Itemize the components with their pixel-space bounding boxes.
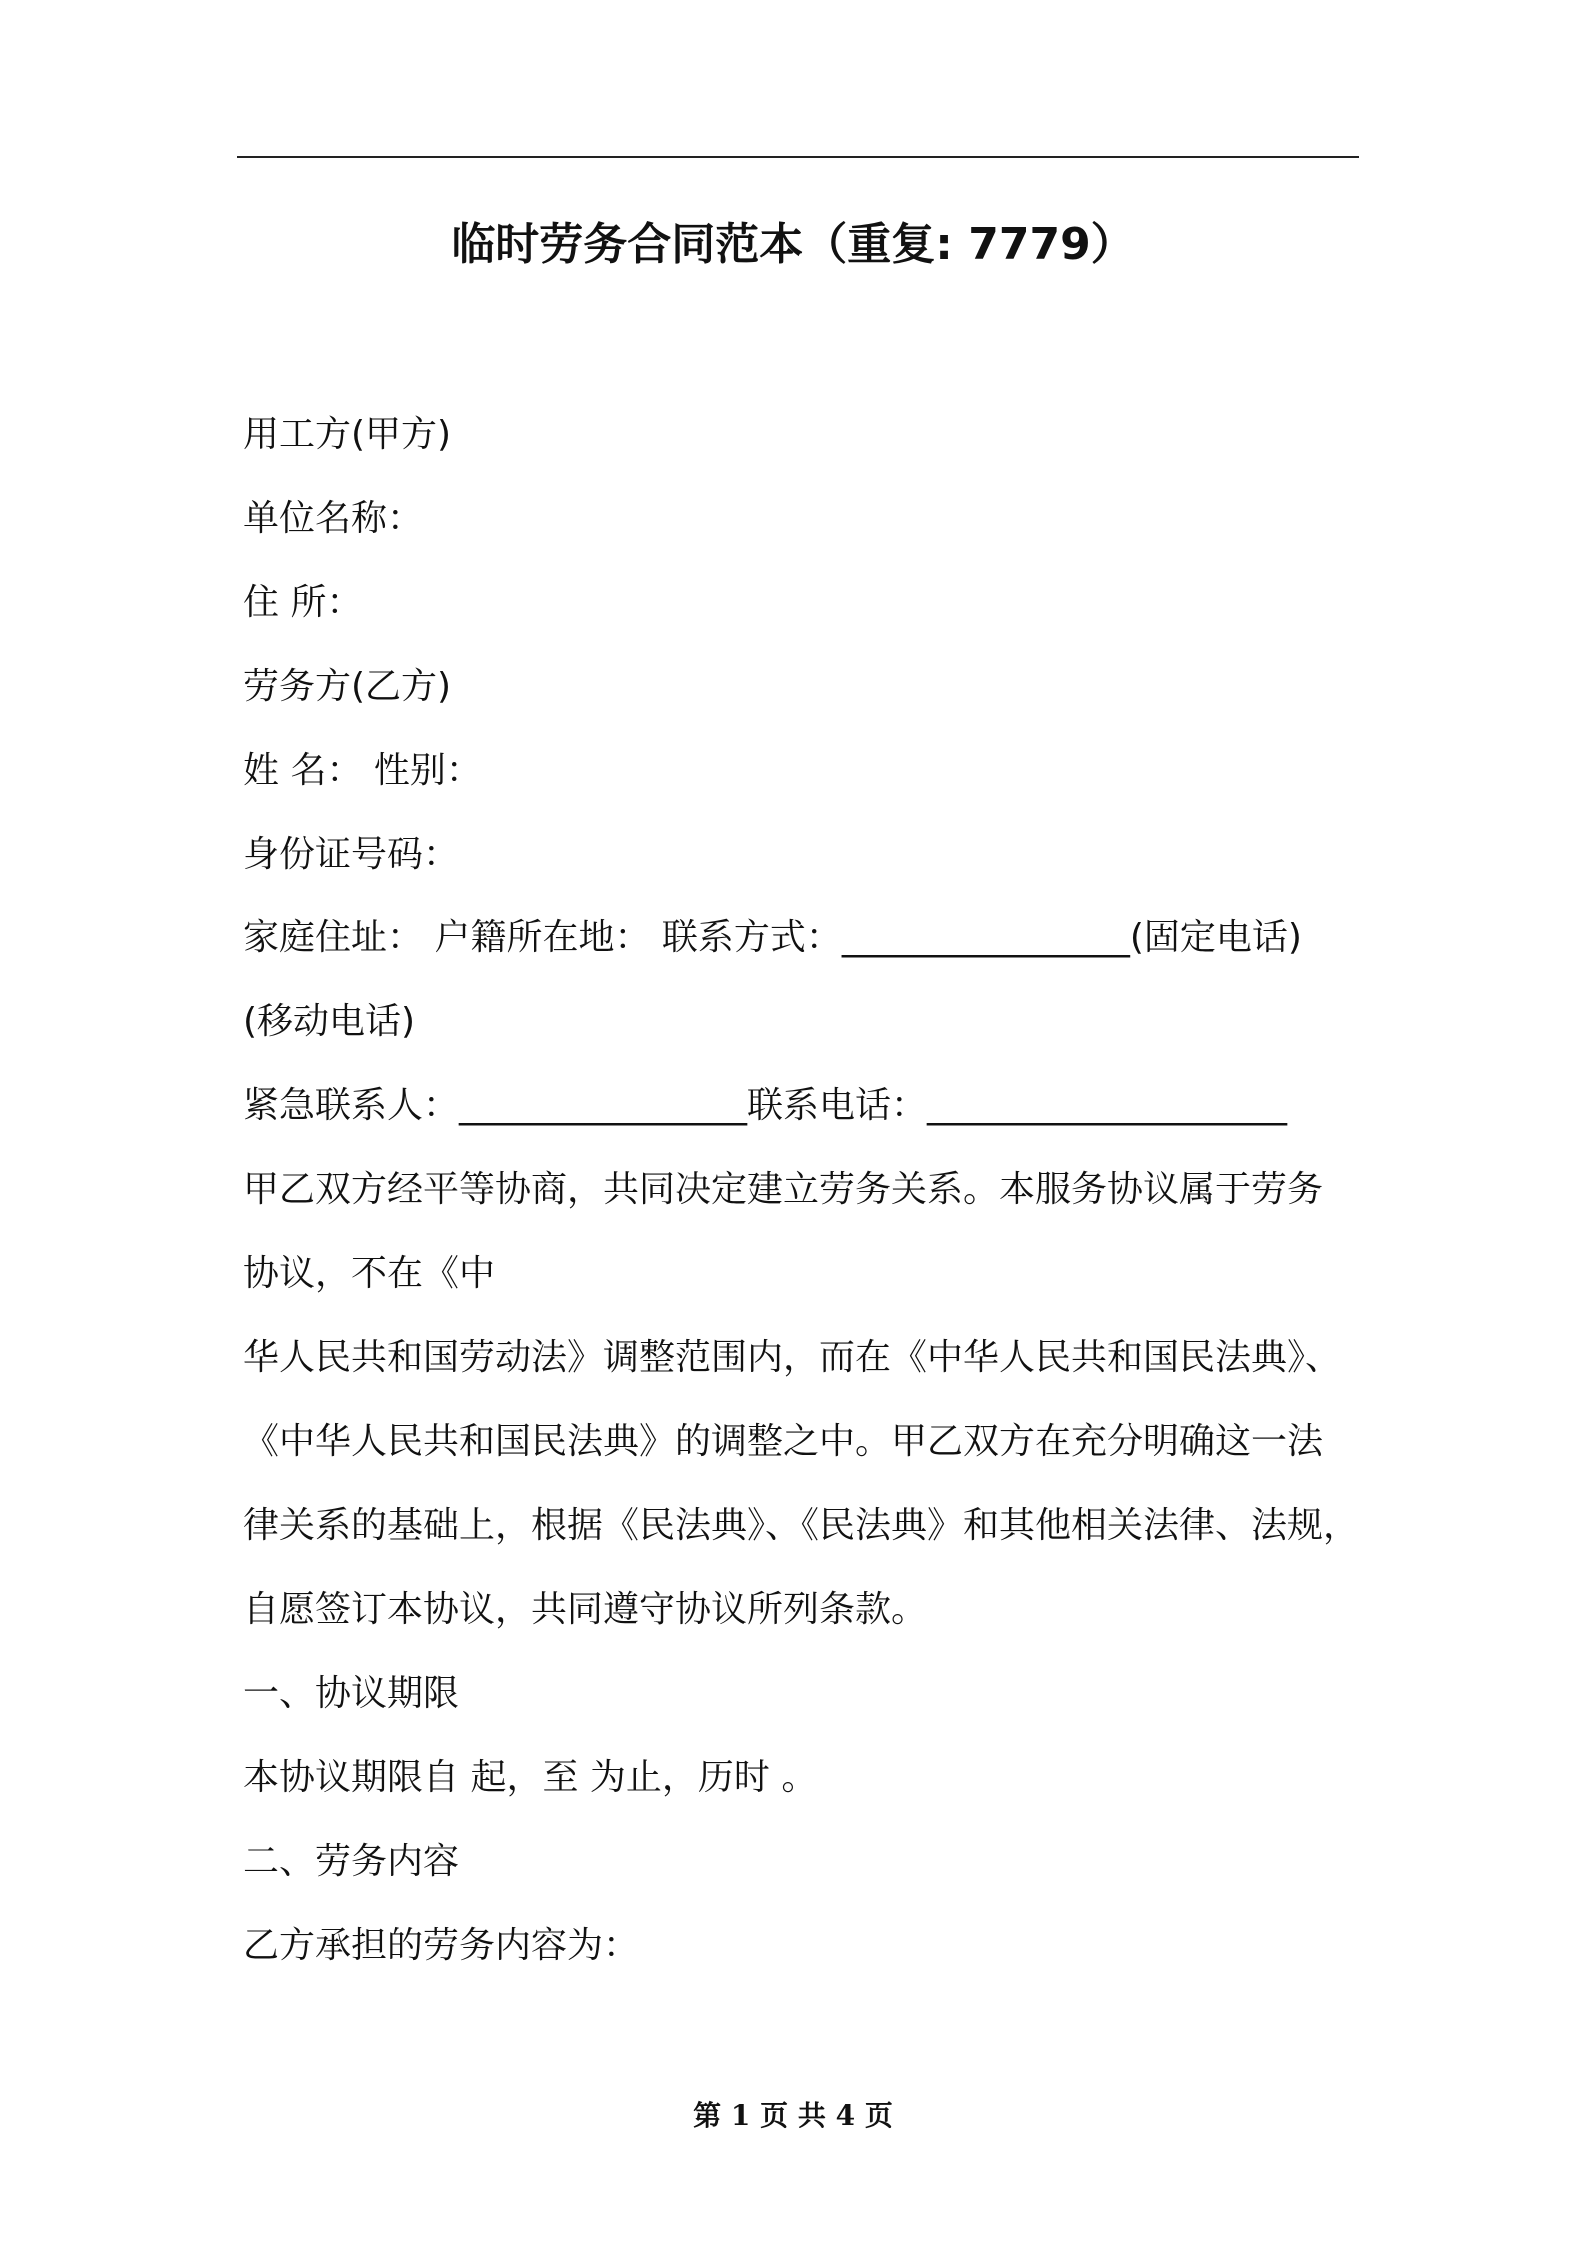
worker-id-number: 身份证号码： [243,834,460,875]
section-1-body: 本协议期限自 起，至 为止，历时 。 [243,1757,818,1798]
employer-unit-name: 单位名称： [243,498,424,539]
preamble-line-1: 甲乙双方经平等协商，共同决定建立劳务关系。本服务协议属于劳务 [243,1169,1324,1210]
section-2-body: 乙方承担的劳务内容为： [243,1925,640,1966]
preamble-line-5: 律关系的基础上，根据《民法典》、《民法典》和其他相关法律、法规， [243,1505,1360,1546]
employer-heading: 用工方(甲方) [243,414,452,455]
page-number: 第 1 页 共 4 页 [693,2099,893,2132]
header-rule [237,156,1359,158]
preamble-line-6: 自愿签订本协议，共同遵守协议所列条款。 [243,1589,928,1630]
section-2-heading: 二、劳务内容 [243,1841,460,1882]
preamble-line-2: 协议，不在《中 [243,1253,496,1294]
worker-contact-line: 家庭住址： 户籍所在地： 联系方式：________________(固定电话) [243,917,1302,958]
worker-name-gender: 姓 名： 性别： [243,750,482,791]
section-1-heading: 一、协议期限 [243,1673,460,1714]
worker-heading: 劳务方(乙方) [243,666,452,707]
preamble-line-3: 华人民共和国劳动法》调整范围内，而在《中华人民共和国民法典》、 [243,1337,1342,1378]
preamble-line-4: 《中华人民共和国民法典》的调整之中。甲乙双方在充分明确这一法 [243,1421,1324,1462]
document-title: 临时劳务合同范本（重复: 7779） [451,219,1135,270]
employer-address: 住 所： [243,582,363,623]
emergency-contact-line: 紧急联系人：________________联系电话：____________________ [243,1085,1288,1126]
worker-mobile-phone: (移动电话) [243,1001,416,1042]
